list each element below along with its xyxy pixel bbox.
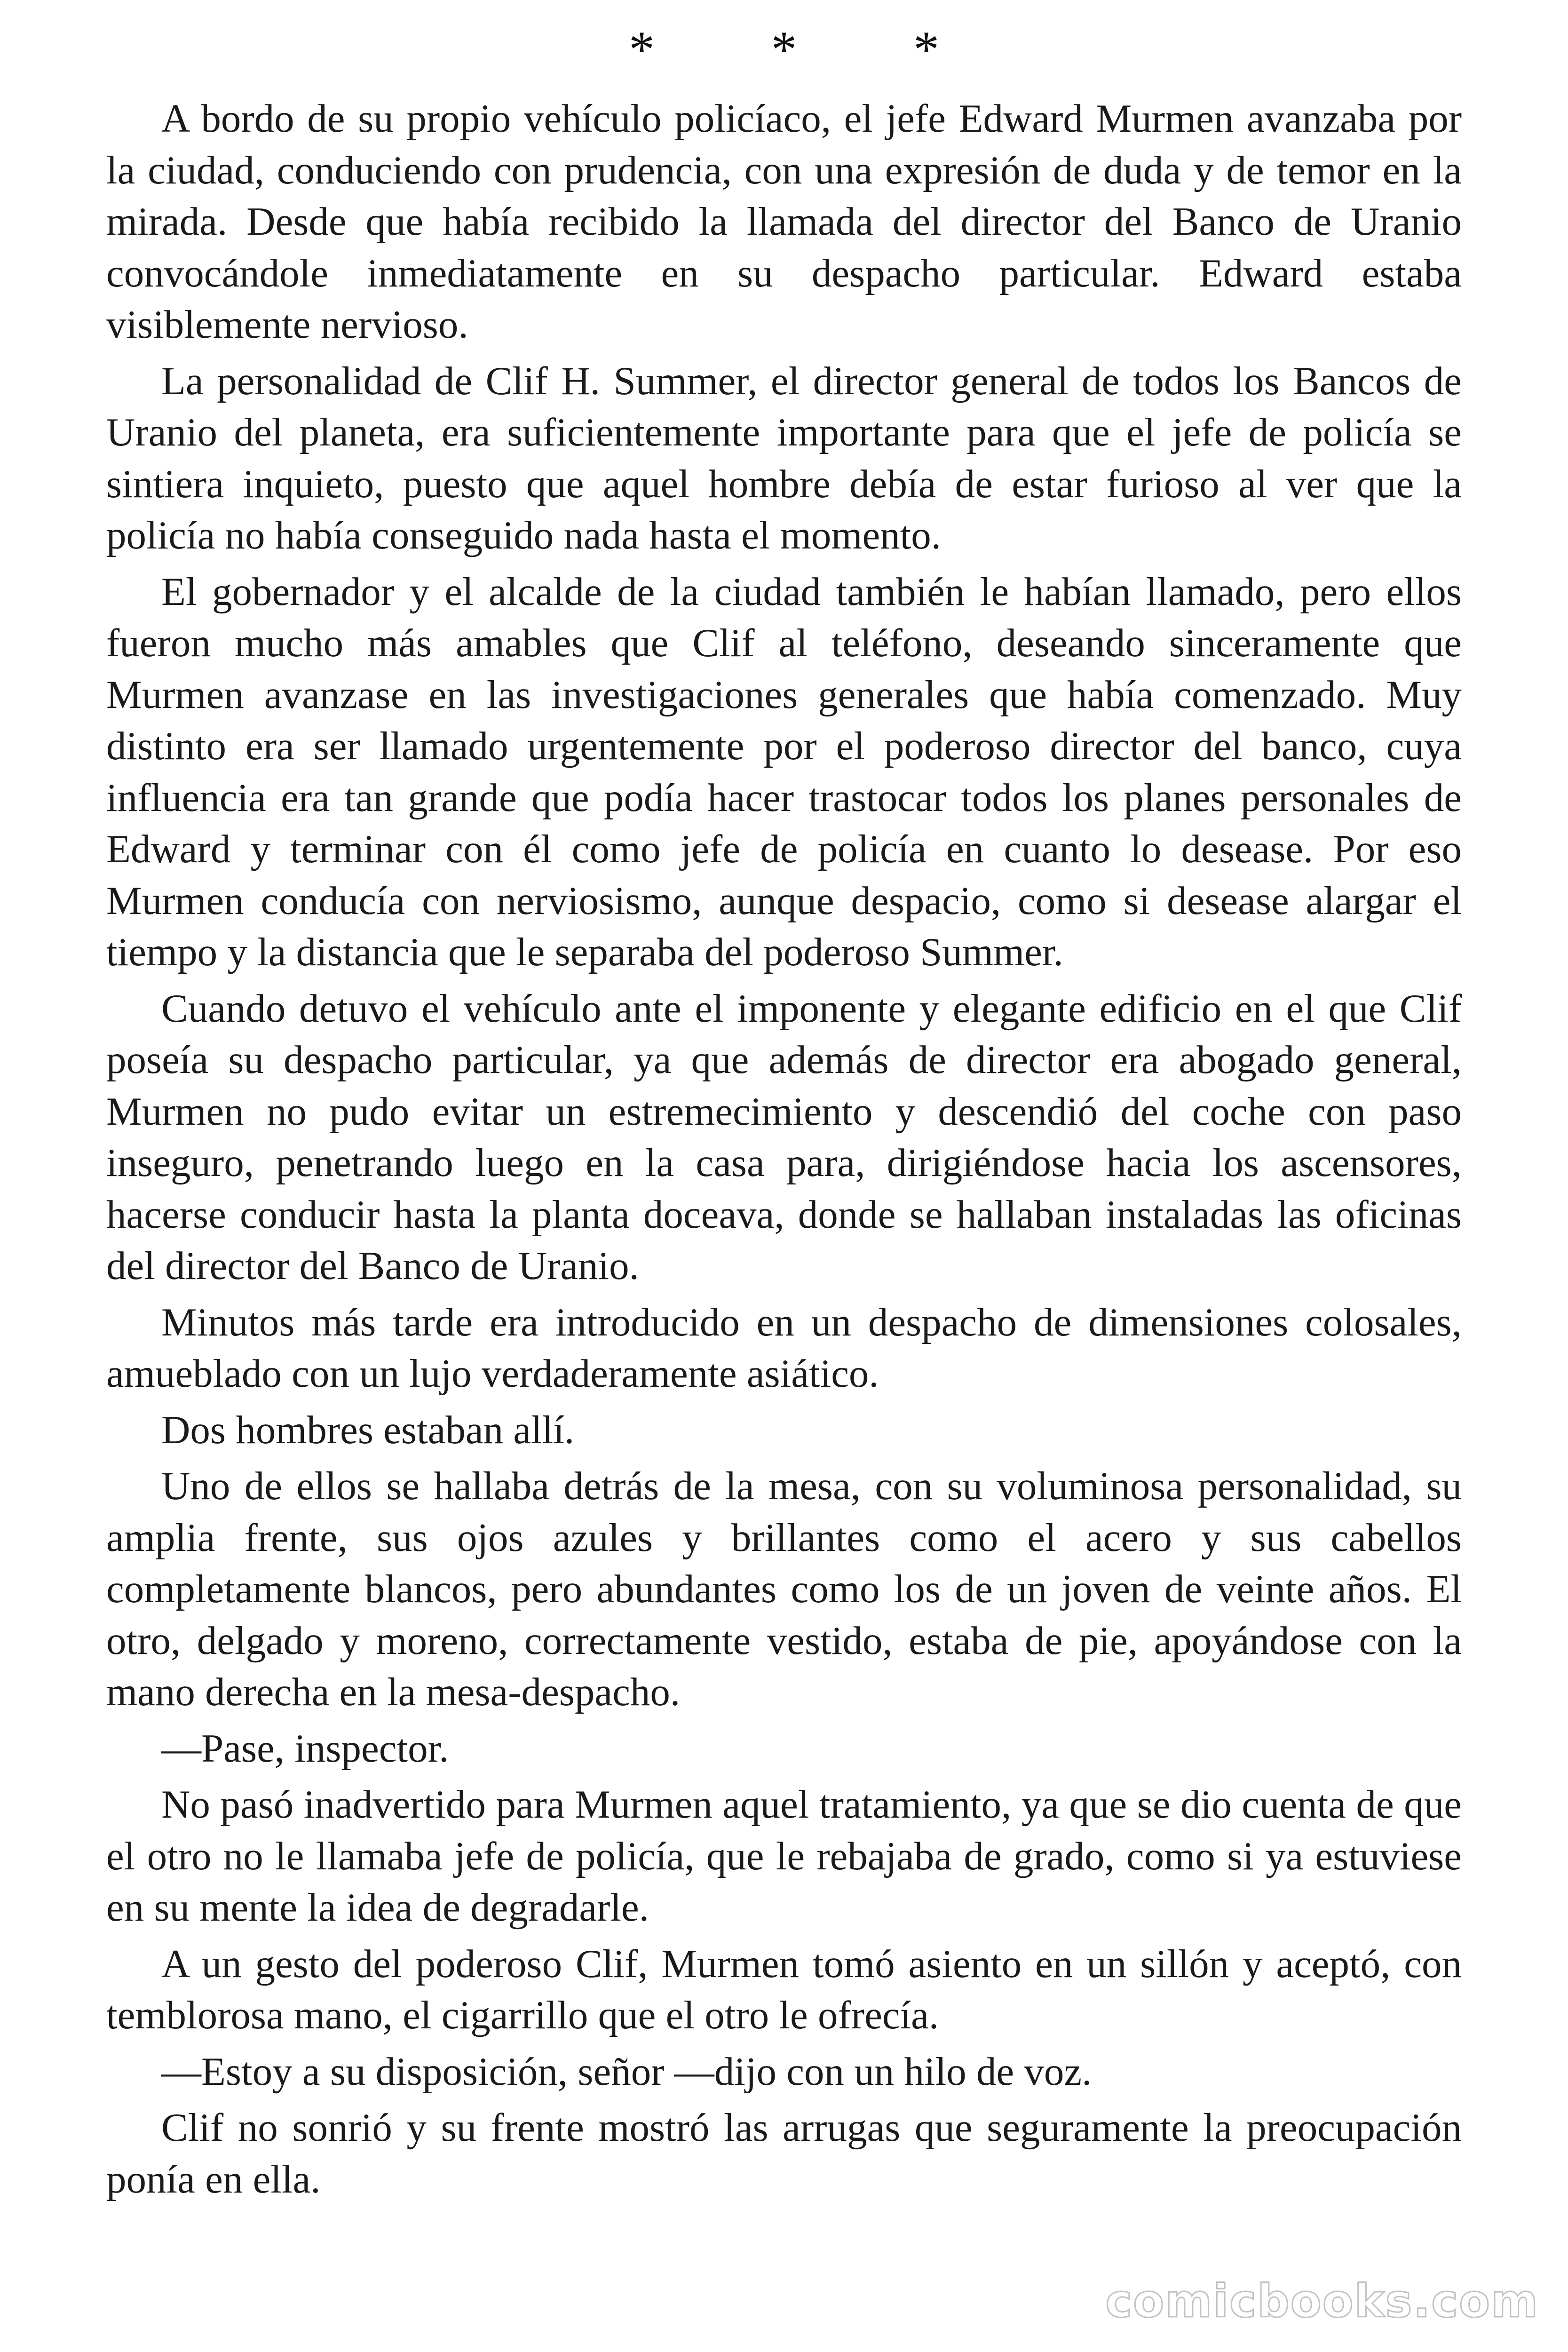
paragraph: El gobernador y el alcalde de la ciudad también le habían llamado, pero ellos fueron mucho más amables que Clif al teléfono, deseando sinceramente que Murmen avanzase en las investigaciones generales que había comenzado. Muy distinto era ser llamado urgentemente por el poderoso director del banco, cuya influencia era tan grande que podía hacer trastocar todos los planes personales de Edward y terminar con él como jefe de policía en cuanto lo desease. Por eso Murmen conducía con nerviosismo, aunque despacio, como si desease alargar el tiempo y la distancia que le separaba del poderoso Summer. (106, 569, 1462, 974)
body-text (106, 93, 1462, 2210)
paragraph: Uno de ellos se hallaba detrás de la mesa, con su voluminosa personalidad, su amplia frente, sus ojos azules y brillantes como el acero y sus cabellos completamente blancos, pero abundantes como los de un joven de veinte años. El otro, delgado y moreno, correctamente vestido, estaba de pie, apoyándose con la mano derecha en la mesa-despacho. (106, 1464, 1462, 1714)
watermark: comicbooks.com (1105, 2275, 1539, 2328)
paragraph: —Pase, inspector. (161, 1726, 449, 1771)
section-separator: * * * (629, 21, 991, 78)
paragraph: A bordo de su propio vehículo policíaco, el jefe Edward Murmen avanzaba por la ciudad, conduciendo con prudencia, con una expresión de duda y de temor en la mirada. Desde que había recibido la llamada del director del Banco de Uranio convocándole inmediatamente en su despacho particular. Edward estaba visiblemente nervioso. (106, 96, 1462, 347)
paragraph: Dos hombres estaban allí. (161, 1407, 575, 1452)
paragraph: —Estoy a su disposición, señor —dijo con un hilo de voz. (161, 2049, 1092, 2094)
paragraph: La personalidad de Clif H. Summer, el director general de todos los Bancos de Uranio del planeta, era suficientemente importante para que el jefe de policía se sintiera inquieto, puesto que aquel hombre debía de estar furioso al ver que la policía no había conseguido nada hasta el momento. (106, 358, 1462, 557)
paragraph: Cuando detuvo el vehículo ante el imponente y elegante edificio en el que Clif poseía su despacho particular, ya que además de director era abogado general, Murmen no pudo evitar un estremecimiento y descendió del coche con paso inseguro, penetrando luego en la casa para, dirigiéndose hacia los ascensores, hacerse conducir hasta la planta doceava, donde se hallaban instaladas las oficinas del director del Banco de Uranio. (106, 986, 1462, 1288)
paragraph: Clif no sonrió y su frente mostró las arrugas que seguramente la preocupación ponía en ella. (106, 2106, 1462, 2201)
paragraph: No pasó inadvertido para Murmen aquel tratamiento, ya que se dio cuenta de que el otro no le llamaba jefe de policía, que le rebajaba de grado, como si ya estuviese en su mente la idea de degradarle. (106, 1782, 1462, 1930)
paragraph: Minutos más tarde era introducido en un despacho de dimensiones colosales, amueblado con un lujo verdaderamente asiático. (106, 1300, 1462, 1396)
paragraph: A un gesto del poderoso Clif, Murmen tomó asiento en un sillón y aceptó, con temblorosa mano, el cigarrillo que el otro le ofrecía. (106, 1941, 1462, 2037)
